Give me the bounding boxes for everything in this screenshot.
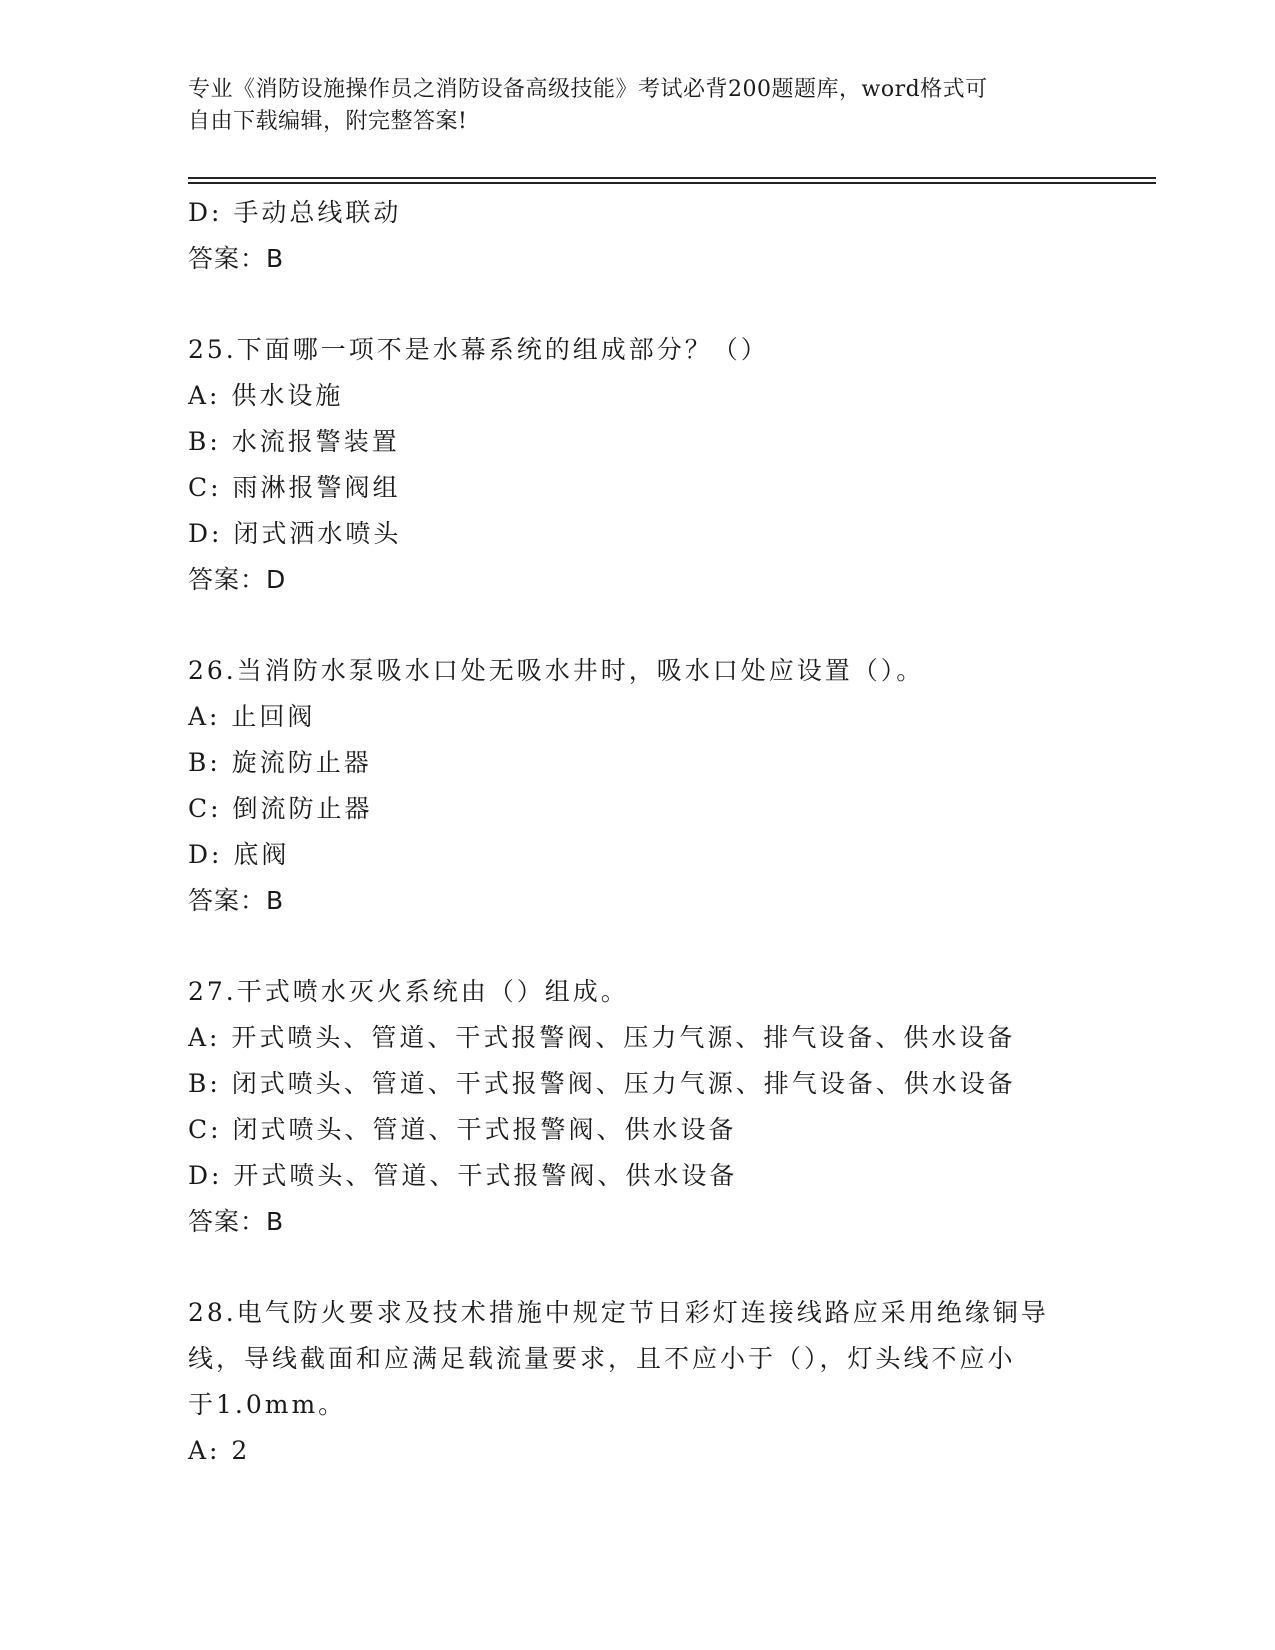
question-28 [188, 1290, 1088, 1474]
option-d: D: 开式喷头、管道、干式报警阀、供水设备 [188, 1161, 738, 1190]
option-a: A: 止回阀 [188, 702, 316, 731]
question-text [188, 648, 1088, 694]
answer: 答案：D [188, 565, 287, 594]
option-d: D: 底阀 [188, 840, 290, 869]
option-a: A: 供水设施 [188, 381, 344, 410]
question-text [188, 1290, 1088, 1428]
question-text-line: 26.当消防水泵吸水口处无吸水井时，吸水口处应设置（）。 [188, 656, 925, 685]
question-text-line: 27.干式喷水灭火系统由（）组成。 [188, 977, 629, 1006]
question-26 [188, 648, 1088, 924]
option-a: A: 开式喷头、管道、干式报警阀、压力气源、排气设备、供水设备 [188, 1023, 1016, 1052]
prev-answer: 答案：B [188, 244, 285, 273]
header-line-2: 自由下载编辑，附完整答案! [188, 109, 468, 134]
question-text-line: 28.电气防火要求及技术措施中规定节日彩灯连接线路应采用绝缘铜导 [188, 1298, 1049, 1327]
option-c: C: 雨淋报警阀组 [188, 473, 401, 502]
question-content [188, 190, 1088, 1474]
question-text-line: 线，导线截面和应满足载流量要求，且不应小于（），灯头线不应小 [188, 1344, 1016, 1373]
question-text-line: 25.下面哪一项不是水幕系统的组成部分？（） [188, 335, 769, 364]
option-b: B: 水流报警装置 [188, 427, 400, 456]
question-text-line: 于1.0mm。 [188, 1390, 347, 1419]
question-text [188, 969, 1088, 1015]
prev-option-d: D: 手动总线联动 [188, 198, 402, 227]
option-d: D: 闭式洒水喷头 [188, 519, 402, 548]
answer: 答案：B [188, 1207, 285, 1236]
answer: 答案：B [188, 886, 285, 915]
header-divider-top [188, 177, 1156, 179]
option-c: C: 倒流防止器 [188, 794, 373, 823]
question-25 [188, 327, 1088, 603]
option-b: B: 旋流防止器 [188, 748, 372, 777]
option-b: B: 闭式喷头、管道、干式报警阀、压力气源、排气设备、供水设备 [188, 1069, 1016, 1098]
question-27 [188, 969, 1088, 1245]
question-text [188, 327, 1088, 373]
header-divider-bottom [188, 182, 1156, 184]
header-line-1: 专业《消防设施操作员之消防设备高级技能》考试必背200题题库，word格式可 [188, 77, 988, 102]
document-header [188, 74, 1068, 138]
option-c: C: 闭式喷头、管道、干式报警阀、供水设备 [188, 1115, 737, 1144]
option-a: A: 2 [188, 1436, 251, 1465]
